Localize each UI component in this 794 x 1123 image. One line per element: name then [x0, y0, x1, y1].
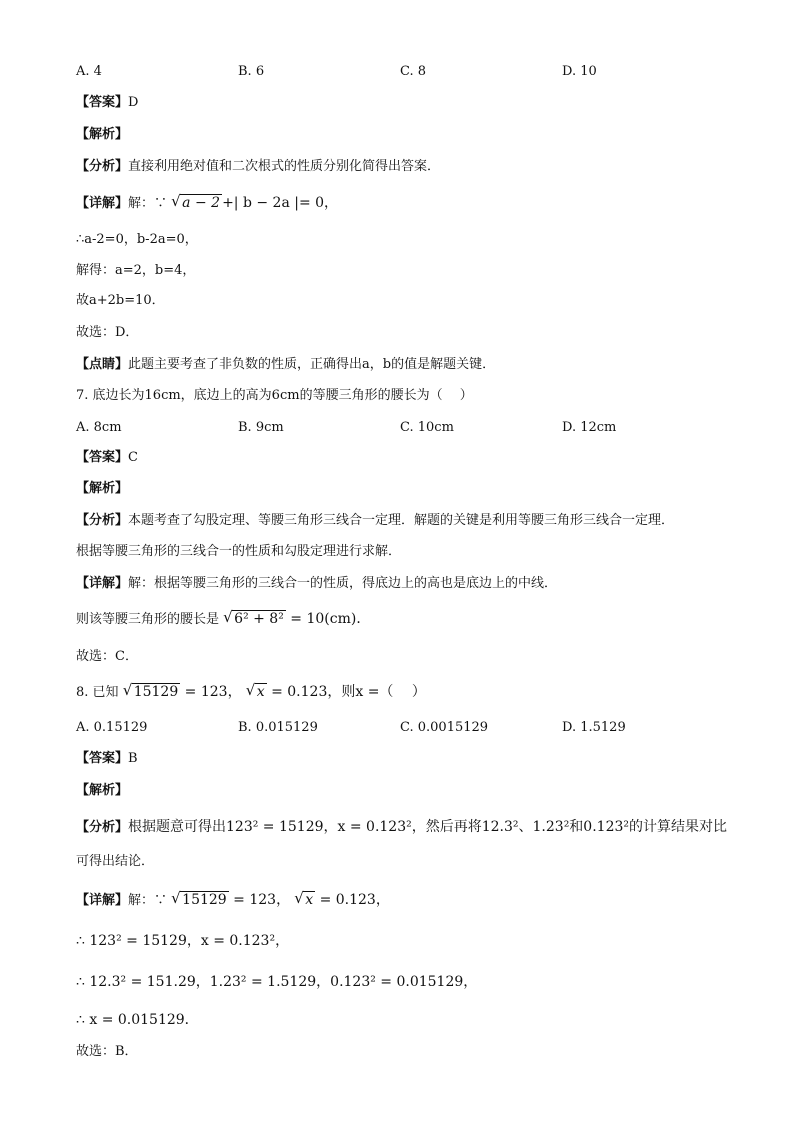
answer-label: 【答案】 — [76, 751, 129, 766]
fenxi-label: 【分析】 — [76, 513, 129, 528]
q8-analysis-heading: 【解析】 — [76, 783, 129, 798]
line-prefix: 则该等腰三角形的腰长是 — [76, 612, 220, 627]
answer-value: D — [128, 95, 139, 110]
detail-label: 【详解】 — [76, 196, 129, 211]
detail-text: 解：根据等腰三角形的三线合一的性质，得底边上的高也是底边上的中线． — [128, 576, 558, 591]
q6-option-b: B. 6 — [238, 64, 265, 79]
answer-label: 【答案】 — [76, 450, 129, 465]
radicand: a − 2 — [182, 195, 221, 211]
q8-line-4: 故选：B． — [76, 1044, 138, 1059]
dianjing-text: 此题主要考查了非负数的性质，正确得出a，b的值是解题关键． — [128, 357, 496, 372]
radical-sign: √ — [245, 681, 256, 699]
fenxi-label: 【分析】 — [76, 159, 129, 174]
answer-value: C — [128, 450, 138, 465]
q6-fenxi — [76, 158, 440, 176]
radical-sign: √ — [294, 889, 304, 907]
answer-label: 【答案】 — [76, 95, 129, 110]
q8-option-b: B. 0.015129 — [238, 720, 318, 735]
sqrt-expression — [171, 194, 222, 212]
fenxi-label: 【分析】 — [76, 820, 129, 835]
q8-answer — [76, 750, 138, 768]
q6-option-d: D. 10 — [562, 64, 597, 79]
q7-fenxi — [76, 512, 674, 530]
dianjing-label: 【点睛】 — [76, 357, 129, 372]
sqrt-expression-1 — [171, 891, 229, 909]
fenxi-text: 直接利用绝对值和二次根式的性质分别化简得出答案． — [128, 159, 441, 174]
q6-line-4: 故选：D． — [76, 325, 139, 340]
detail-mid: = 123， — [228, 892, 291, 908]
detail-rest: +| b − 2a |= 0， — [222, 195, 339, 211]
sqrt-expression — [223, 610, 286, 628]
sqrt-expression-2 — [294, 891, 315, 909]
q8-option-a: A. 0.15129 — [76, 720, 148, 735]
q6-line-1: ∴a-2=0，b-2a=0， — [76, 232, 198, 247]
q8-detail — [76, 891, 390, 910]
q6-analysis-heading: 【解析】 — [76, 127, 129, 142]
q7-detail — [76, 575, 557, 593]
answer-value: B — [128, 751, 138, 766]
q8-line-3: ∴ x = 0.015129． — [76, 1012, 199, 1028]
q7-line-2: 故选：C． — [76, 649, 138, 664]
q7-option-c: C. 10cm — [400, 420, 454, 435]
q6-line-2: 解得：a=2，b=4， — [76, 263, 196, 278]
q6-line-3: 故a+2b=10． — [76, 293, 165, 308]
q7-line-1 — [76, 610, 370, 629]
q6-option-c: C. 8 — [400, 64, 427, 79]
radical-sign: √ — [171, 889, 181, 907]
q8-fenxi-continued: 可得出结论． — [76, 854, 155, 869]
q7-analysis-heading: 【解析】 — [76, 481, 129, 496]
radicand: 15129 — [182, 892, 227, 908]
q7-option-a: A. 8cm — [76, 420, 122, 435]
line-rest: = 10(cm)． — [285, 611, 371, 627]
q6-answer — [76, 94, 138, 112]
stem-prefix: 8. 已知 — [76, 685, 119, 700]
detail-prefix: 解：∵ — [128, 196, 168, 211]
q7-option-b: B. 9cm — [238, 420, 284, 435]
detail-label: 【详解】 — [76, 893, 129, 908]
radical-sign: √ — [122, 681, 133, 699]
q8-option-d: D. 1.5129 — [562, 720, 626, 735]
radicand: 15129 — [133, 684, 179, 700]
q7-option-d: D. 12cm — [562, 420, 617, 435]
q6-option-a: A. 4 — [76, 64, 102, 79]
detail-rest: = 0.123， — [315, 892, 390, 908]
fenxi-text: 本题考查了勾股定理、等腰三角形三线合一定理．解题的关键是利用等腰三角形三线合一定理． — [128, 513, 675, 528]
q7-answer — [76, 449, 138, 467]
radicand: 6² + 8² — [234, 611, 284, 627]
radicand: x — [305, 892, 314, 908]
fenxi-text: 根据题意可得出123² = 15129，x = 0.123²，然后再将12.3²、1.23²和0.123²的计算结果对比 — [128, 819, 727, 835]
q8-option-c: C. 0.0015129 — [400, 720, 489, 735]
sqrt-expression-2 — [246, 683, 267, 701]
q8-stem — [76, 683, 426, 702]
detail-prefix: 解：∵ — [128, 893, 168, 908]
stem-mid: = 123， — [180, 684, 242, 700]
q6-dianjing — [76, 356, 495, 374]
stem-rest: = 0.123，则x =（ ） — [266, 684, 426, 700]
q8-fenxi — [76, 818, 727, 837]
radicand: x — [256, 684, 265, 700]
q7-stem: 7. 底边长为16cm，底边上的高为6cm的等腰三角形的腰长为（ ） — [76, 388, 473, 403]
radical-sign: √ — [223, 608, 233, 626]
sqrt-expression-1 — [123, 683, 181, 701]
q7-fenxi-continued: 根据等腰三角形的三线合一的性质和勾股定理进行求解． — [76, 544, 402, 559]
q8-line-1: ∴ 123² = 15129，x = 0.123²， — [76, 933, 290, 949]
q6-detail — [76, 194, 338, 213]
detail-label: 【详解】 — [76, 576, 129, 591]
q8-line-2: ∴ 12.3² = 151.29，1.23² = 1.5129，0.123² = 0.015129， — [76, 974, 478, 990]
radical-sign: √ — [171, 192, 181, 210]
